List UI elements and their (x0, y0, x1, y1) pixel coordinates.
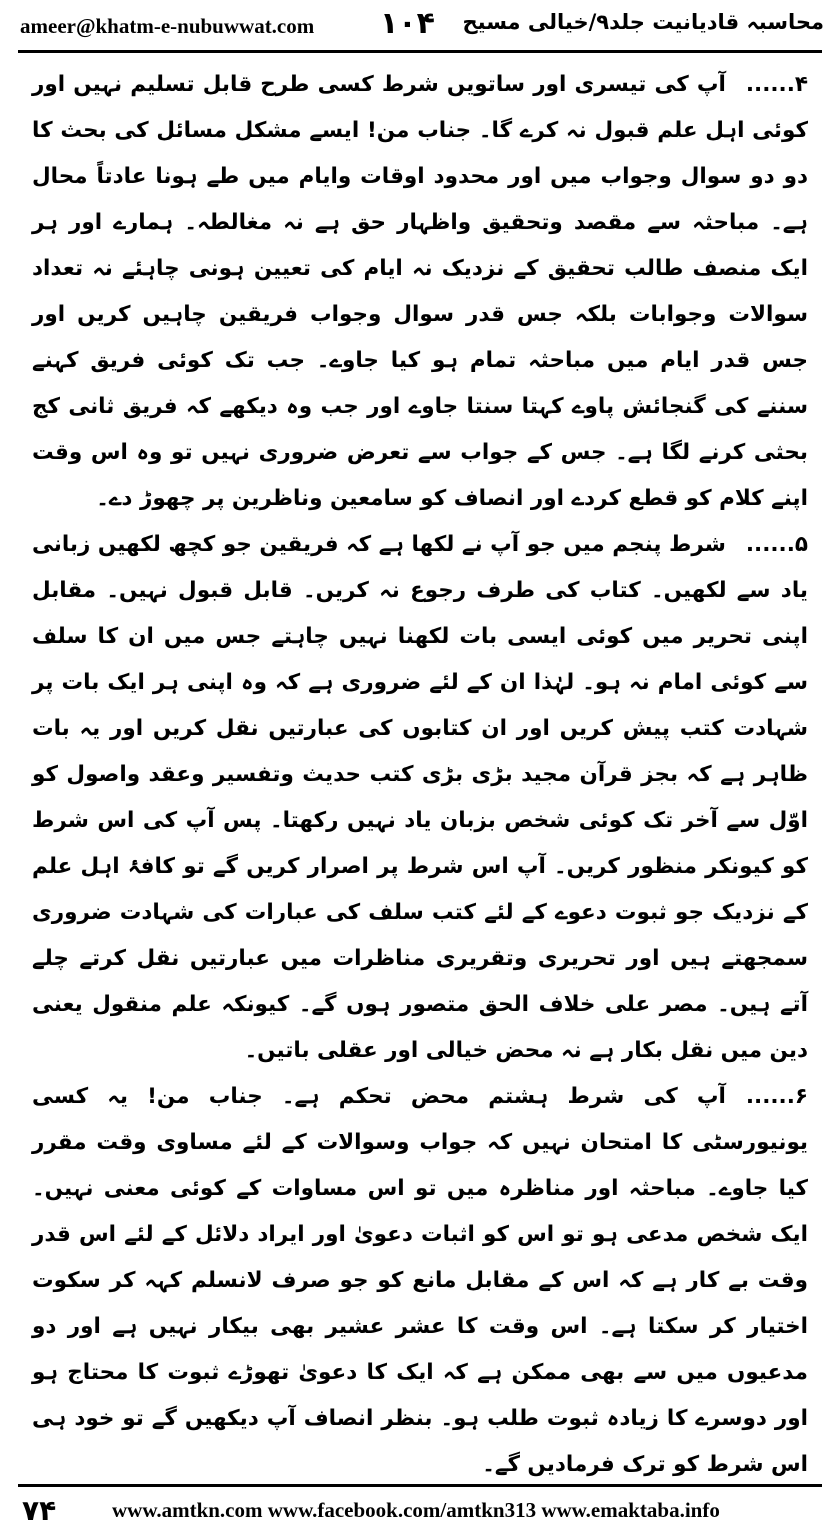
header-divider (18, 50, 822, 53)
paragraph-text: آپ کی تیسری اور ساتویں شرط کسی طرح قابل تسلیم نہیں اور کوئی اہل علم قبول نہ کرے گا۔ جناب من! ایسے مشکل مسائل کی بحث کا دو دو سوال وجواب میں اور محدود اوقات وایام میں طے ہونا عادتاً محال ہے۔ مباحثہ سے مقصد وتحقیق واظہار حق ہے نہ مغالطہ۔ ہمارے اور ہر ایک منصف طالب تحقیق کے نزدیک نہ ایام کی تعیین ہونی چاہئے نہ تعداد سوالات وجوابات بلکہ جس قدر سوال وجواب فریقین چاہیں کریں اور جس قدر ایام میں مباحثہ تمام ہو کیا جاوے۔ جب تک کوئی فریق کہنے سننے کی گنجائش پاوے کہتا سنتا جاوے اور جب وہ دیکھے کہ فریق ثانی کج بحثی کرنے لگا ہے۔ جس کے جواب سے تعرض ضروری نہیں تو وہ اس وقت اپنے کلام کو قطع کردے اور انصاف کو سامعین وناظرین پر چھوڑ دے۔ (32, 72, 808, 511)
page-body (32, 62, 808, 1488)
header-email: ameer@khatm-e-nubuwwat.com (20, 14, 315, 38)
page-header (0, 0, 840, 48)
paragraph-number: ۶...... (745, 1084, 808, 1109)
header-book-title: محاسبہ قادیانیت جلد۹/خیالی مسیح (462, 10, 824, 34)
footer-page-number: ۷۴ (22, 1494, 57, 1527)
paragraph-text: آپ کی شرط ہشتم محض تحکم ہے۔ جناب من! یہ کسی یونیورسٹی کا امتحان نہیں کہ جواب وسوالات کے لئے مساوی وقت مقرر کیا جاوے۔ مباحثہ اور مناظرہ میں تو اس مساوات کے کوئی معنی نہیں۔ ایک شخص مدعی ہو تو اس کو اثبات دعویٰ اور ایراد دلائل کے لئے اس قدر وقت بے کار ہے کہ اس کے مقابل مانع کو جو صرف لانسلم کہہ کر سکوت اختیار کر سکتا ہے۔ اس وقت کا عشر عشیر بھی بیکار نہیں ہے اور دو مدعیوں میں سے بھی ممکن ہے کہ ایک کا دعویٰ تھوڑے ثبوت کا محتاج ہو اور دوسرے کا زیادہ ثبوت طلب ہو۔ بنظر انصاف آپ دیکھیں گے تو خود ہی اس شرط کو ترک فرمادیں گے۔ (32, 1084, 808, 1477)
paragraph-6 (32, 1074, 808, 1488)
header-page-number: ۱۰۴ (380, 6, 435, 41)
footer-links[interactable]: www.amtkn.com www.facebook.com/amtkn313 www.emaktaba.info (112, 1498, 720, 1522)
paragraph-number: ۴...... (745, 72, 808, 97)
footer-divider (18, 1484, 822, 1487)
paragraph-text: شرط پنجم میں جو آپ نے لکھا ہے کہ فریقین جو کچھ لکھیں زبانی یاد سے لکھیں۔ کتاب کی طرف رجوع نہ کریں۔ قابل قبول نہیں۔ مقابل اپنی تحریر میں کوئی ایسی بات لکھنا نہیں چاہتے جس میں ان کا سلف سے کوئی امام نہ ہو۔ لہٰذا ان کے لئے ضروری ہے کہ وہ اپنی ہر ایک بات پر شہادت کتب پیش کریں اور ان کتابوں کی عبارتیں نقل کریں اور یہ بات ظاہر ہے کہ بجز قرآن مجید بڑی بڑی کتب حدیث وتفسیر وعقد واصول کو اوّل سے آخر تک کوئی شخص بزبان یاد نہیں رکھتا۔ پس آپ کی اس شرط کو کیونکر منظور کریں۔ آپ اس شرط پر اصرار کریں گے تو کافۂ اہل علم کے نزدیک جو ثبوت دعوے کے لئے کتب سلف کی عبارات کی شہادت ضروری سمجھتے ہیں اور تحریری وتقریری مناظرات میں عبارتیں نقل کرتے چلے آتے ہیں۔ مصر علی خلاف الحق متصور ہوں گے۔ کیونکہ علم منقول یعنی دین میں نقل بکار ہے نہ محض خیالی اور عقلی باتیں۔ (32, 532, 808, 1063)
paragraph-number: ۵...... (745, 532, 808, 557)
paragraph-5 (32, 522, 808, 1074)
page-footer (0, 1484, 840, 1540)
paragraph-4 (32, 62, 808, 522)
